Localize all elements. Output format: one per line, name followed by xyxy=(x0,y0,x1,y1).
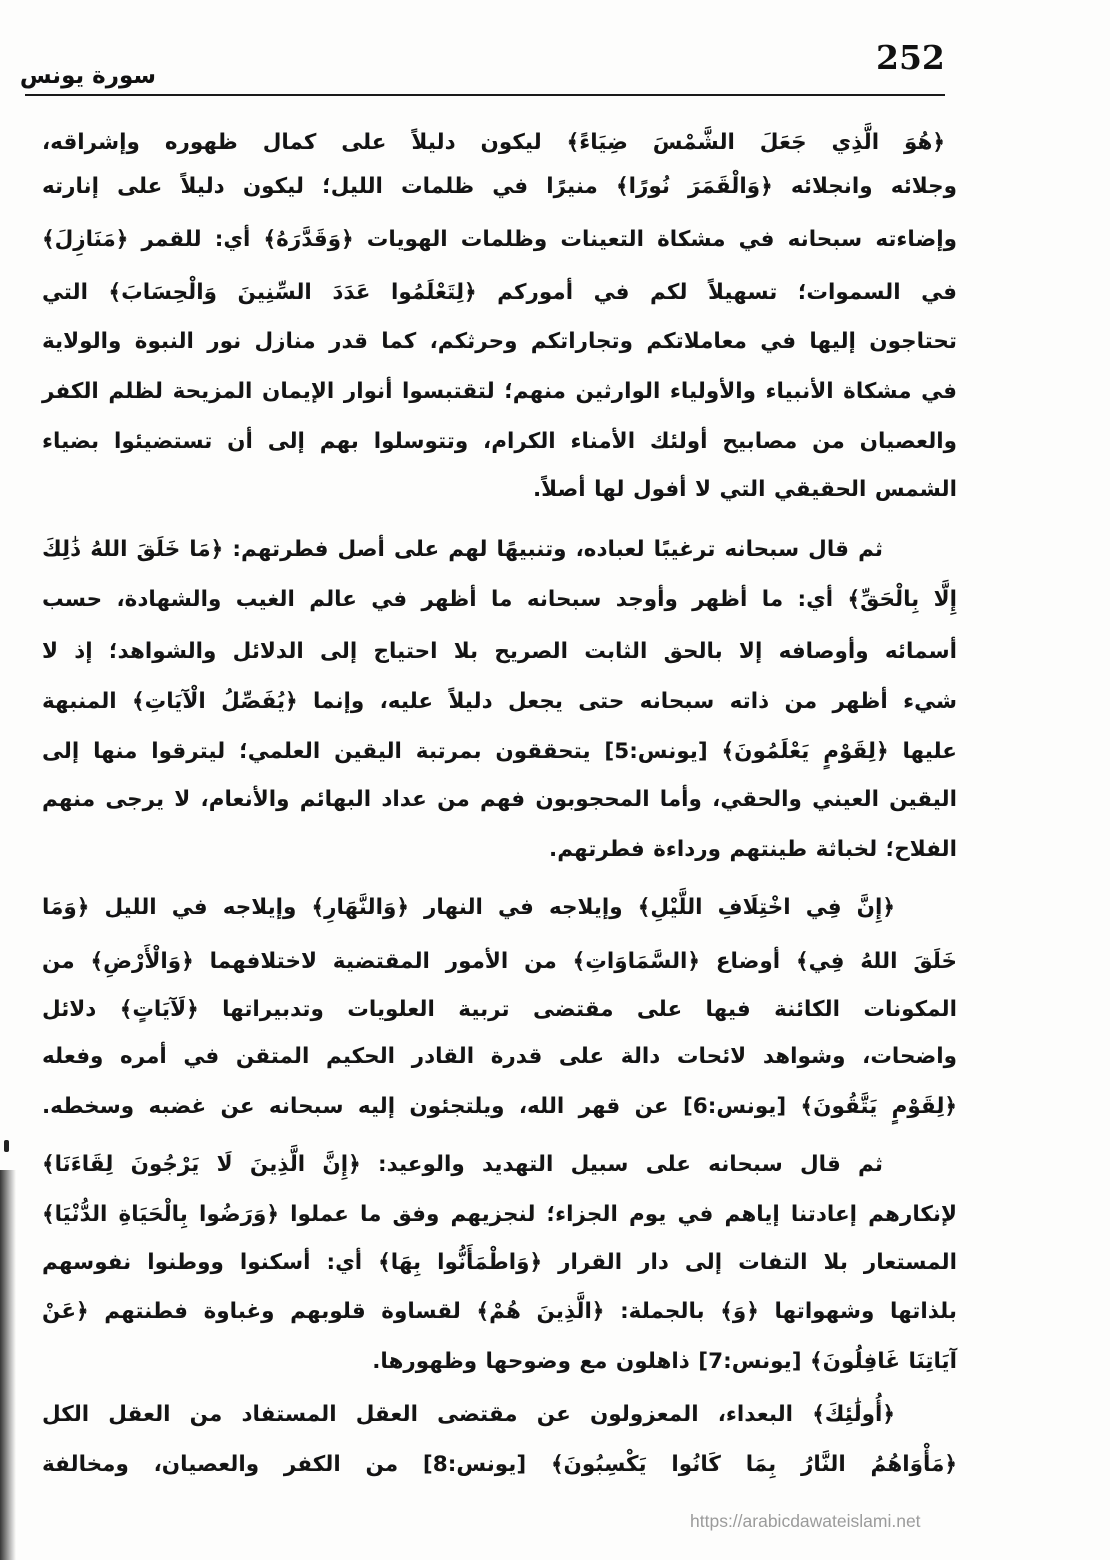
text-line: ﴿إِنَّ فِي اخْتِلَافِ اللَّيْلِ﴾ وإيلاجه في النهار ﴿وَالنَّهَارِ﴾ وإيلاجه في الليل ﴿وَمَا xyxy=(42,895,895,920)
text-line: ﴿هُوَ الَّذِي جَعَلَ الشَّمْسَ ضِيَاءً﴾ ليكون دليلاً على كمال ظهوره وإشراقه، xyxy=(42,130,945,155)
scan-edge-shadow xyxy=(0,1170,16,1560)
text-line: المستعار بلا التفات إلى دار القرار ﴿وَاطْمَأَنُّوا بِهَا﴾ أي: أسكنوا ووطنوا نفوسهم xyxy=(42,1250,957,1275)
text-line: أسمائه وأوصافه إلا بالحق الثابت الصريح بلا احتياج إلى الدلائل والشواهد؛ إذ لا xyxy=(42,639,957,664)
running-title: سورة يونس xyxy=(19,63,156,89)
text-line: ﴿أُولَٰئِكَ﴾ البعداء، المعزولون عن مقتضى العقل المستفاد من العقل الكل xyxy=(42,1402,895,1427)
text-line: الفلاح؛ لخباثة طينتهم ورداءة فطرتهم. xyxy=(549,837,957,862)
watermark-url: https://arabicdawateislami.net xyxy=(690,1511,921,1531)
text-line: تحتاجون إليها في معاملاتكم وتجاراتكم وحرثكم، كما قدر منازل نور النبوة والولاية xyxy=(42,329,957,354)
scan-artifact xyxy=(4,1140,9,1152)
text-line: اليقين العيني والحقي، وأما المحجوبون فهم من عداد البهائم والأنعام، لا يرجى منهم xyxy=(42,787,957,812)
text-line: عليها ﴿لِقَوْمٍ يَعْلَمُونَ﴾ [يونس:5] يتحققون بمرتبة اليقين العلمي؛ ليترقوا منها إلى xyxy=(42,739,957,764)
text-line: بلذاتها وشهواتها ﴿وَ﴾ بالجملة: ﴿الَّذِينَ هُمْ﴾ لقساوة قلوبهم وغباوة فطنتهم ﴿عَنْ xyxy=(42,1299,957,1324)
text-line: في مشكاة الأنبياء والأولياء الوارثين منهم؛ لتقتبسوا أنوار الإيمان المزيحة لظلم الكفر xyxy=(42,379,957,404)
text-line: في السموات؛ تسهيلاً لكم في أموركم ﴿لِتَعْلَمُوا عَدَدَ السِّنِينَ وَالْحِسَابَ﴾ التي xyxy=(42,280,957,305)
text-line: وإضاءته سبحانه في مشكاة التعينات وظلمات الهويات ﴿وَقَدَّرَهُ﴾ أي: للقمر ﴿مَنَازِلَ﴾ xyxy=(42,227,957,252)
text-line: ﴿لِقَوْمٍ يَتَّقُونَ﴾ [يونس:6] عن قهر الله، ويلتجئون إليه سبحانه عن غضبه وسخطه. xyxy=(42,1094,957,1119)
text-line: والعصيان من مصابيح أولئك الأمناء الكرام، وتتوسلوا بهم إلى أن تستضيئوا بضياء xyxy=(42,429,957,454)
text-line: لإنكارهم إعادتنا إياهم في يوم الجزاء؛ لنجزيهم وفق ما عملوا ﴿وَرَضُوا بِالْحَيَاةِ الدُّنْيَا﴾ xyxy=(42,1202,957,1227)
text-line: وجلائه وانجلائه ﴿وَالْقَمَرَ نُورًا﴾ منيرًا في ظلمات الليل؛ ليكون دليلاً على إنارته xyxy=(42,174,957,199)
text-line: المكونات الكائنة فيها على مقتضى تربية العلويات وتدبيراتها ﴿لَآيَاتٍ﴾ دلائل xyxy=(42,997,957,1022)
text-line: ثم قال سبحانه ترغيبًا لعباده، وتنبيهًا لهم على أصل فطرتهم: ﴿مَا خَلَقَ اللهُ ذَٰلِكَ xyxy=(42,537,883,562)
text-line: إِلَّا بِالْحَقِّ﴾ أي: ما أظهر وأوجد سبحانه ما أظهر في عالم الغيب والشهادة، حسب xyxy=(42,587,957,612)
text-line: الشمس الحقيقي التي لا أفول لها أصلاً. xyxy=(533,477,957,502)
text-line: شيء أظهر من ذاته سبحانه حتى يجعل دليلاً عليه، وإنما ﴿يُفَصِّلُ الْآيَاتِ﴾ المنبهة xyxy=(42,689,957,714)
text-line: ﴿مَأْوَاهُمُ النَّارُ بِمَا كَانُوا يَكْسِبُونَ﴾ [يونس:8] من الكفر والعصيان، ومخالفة xyxy=(42,1452,957,1477)
text-line: خَلَقَ اللهُ فِي﴾ أوضاع ﴿السَّمَاوَاتِ﴾ من الأمور المقتضية لاختلافهما ﴿وَالْأَرْضِ﴾ من xyxy=(42,949,957,974)
header-rule xyxy=(25,94,945,96)
text-line: واضحات، وشواهد لائحات دالة على قدرة القادر الحكيم المتقن في أمره وفعله xyxy=(42,1044,957,1069)
text-line: آيَاتِنَا غَافِلُونَ﴾ [يونس:7] ذاهلون مع وضوحها وظهورها. xyxy=(372,1349,957,1374)
text-line: ثم قال سبحانه على سبيل التهديد والوعيد: ﴿إِنَّ الَّذِينَ لَا يَرْجُونَ لِقَاءَنَا﴾ xyxy=(42,1152,883,1177)
page-number: 252 xyxy=(876,38,945,77)
